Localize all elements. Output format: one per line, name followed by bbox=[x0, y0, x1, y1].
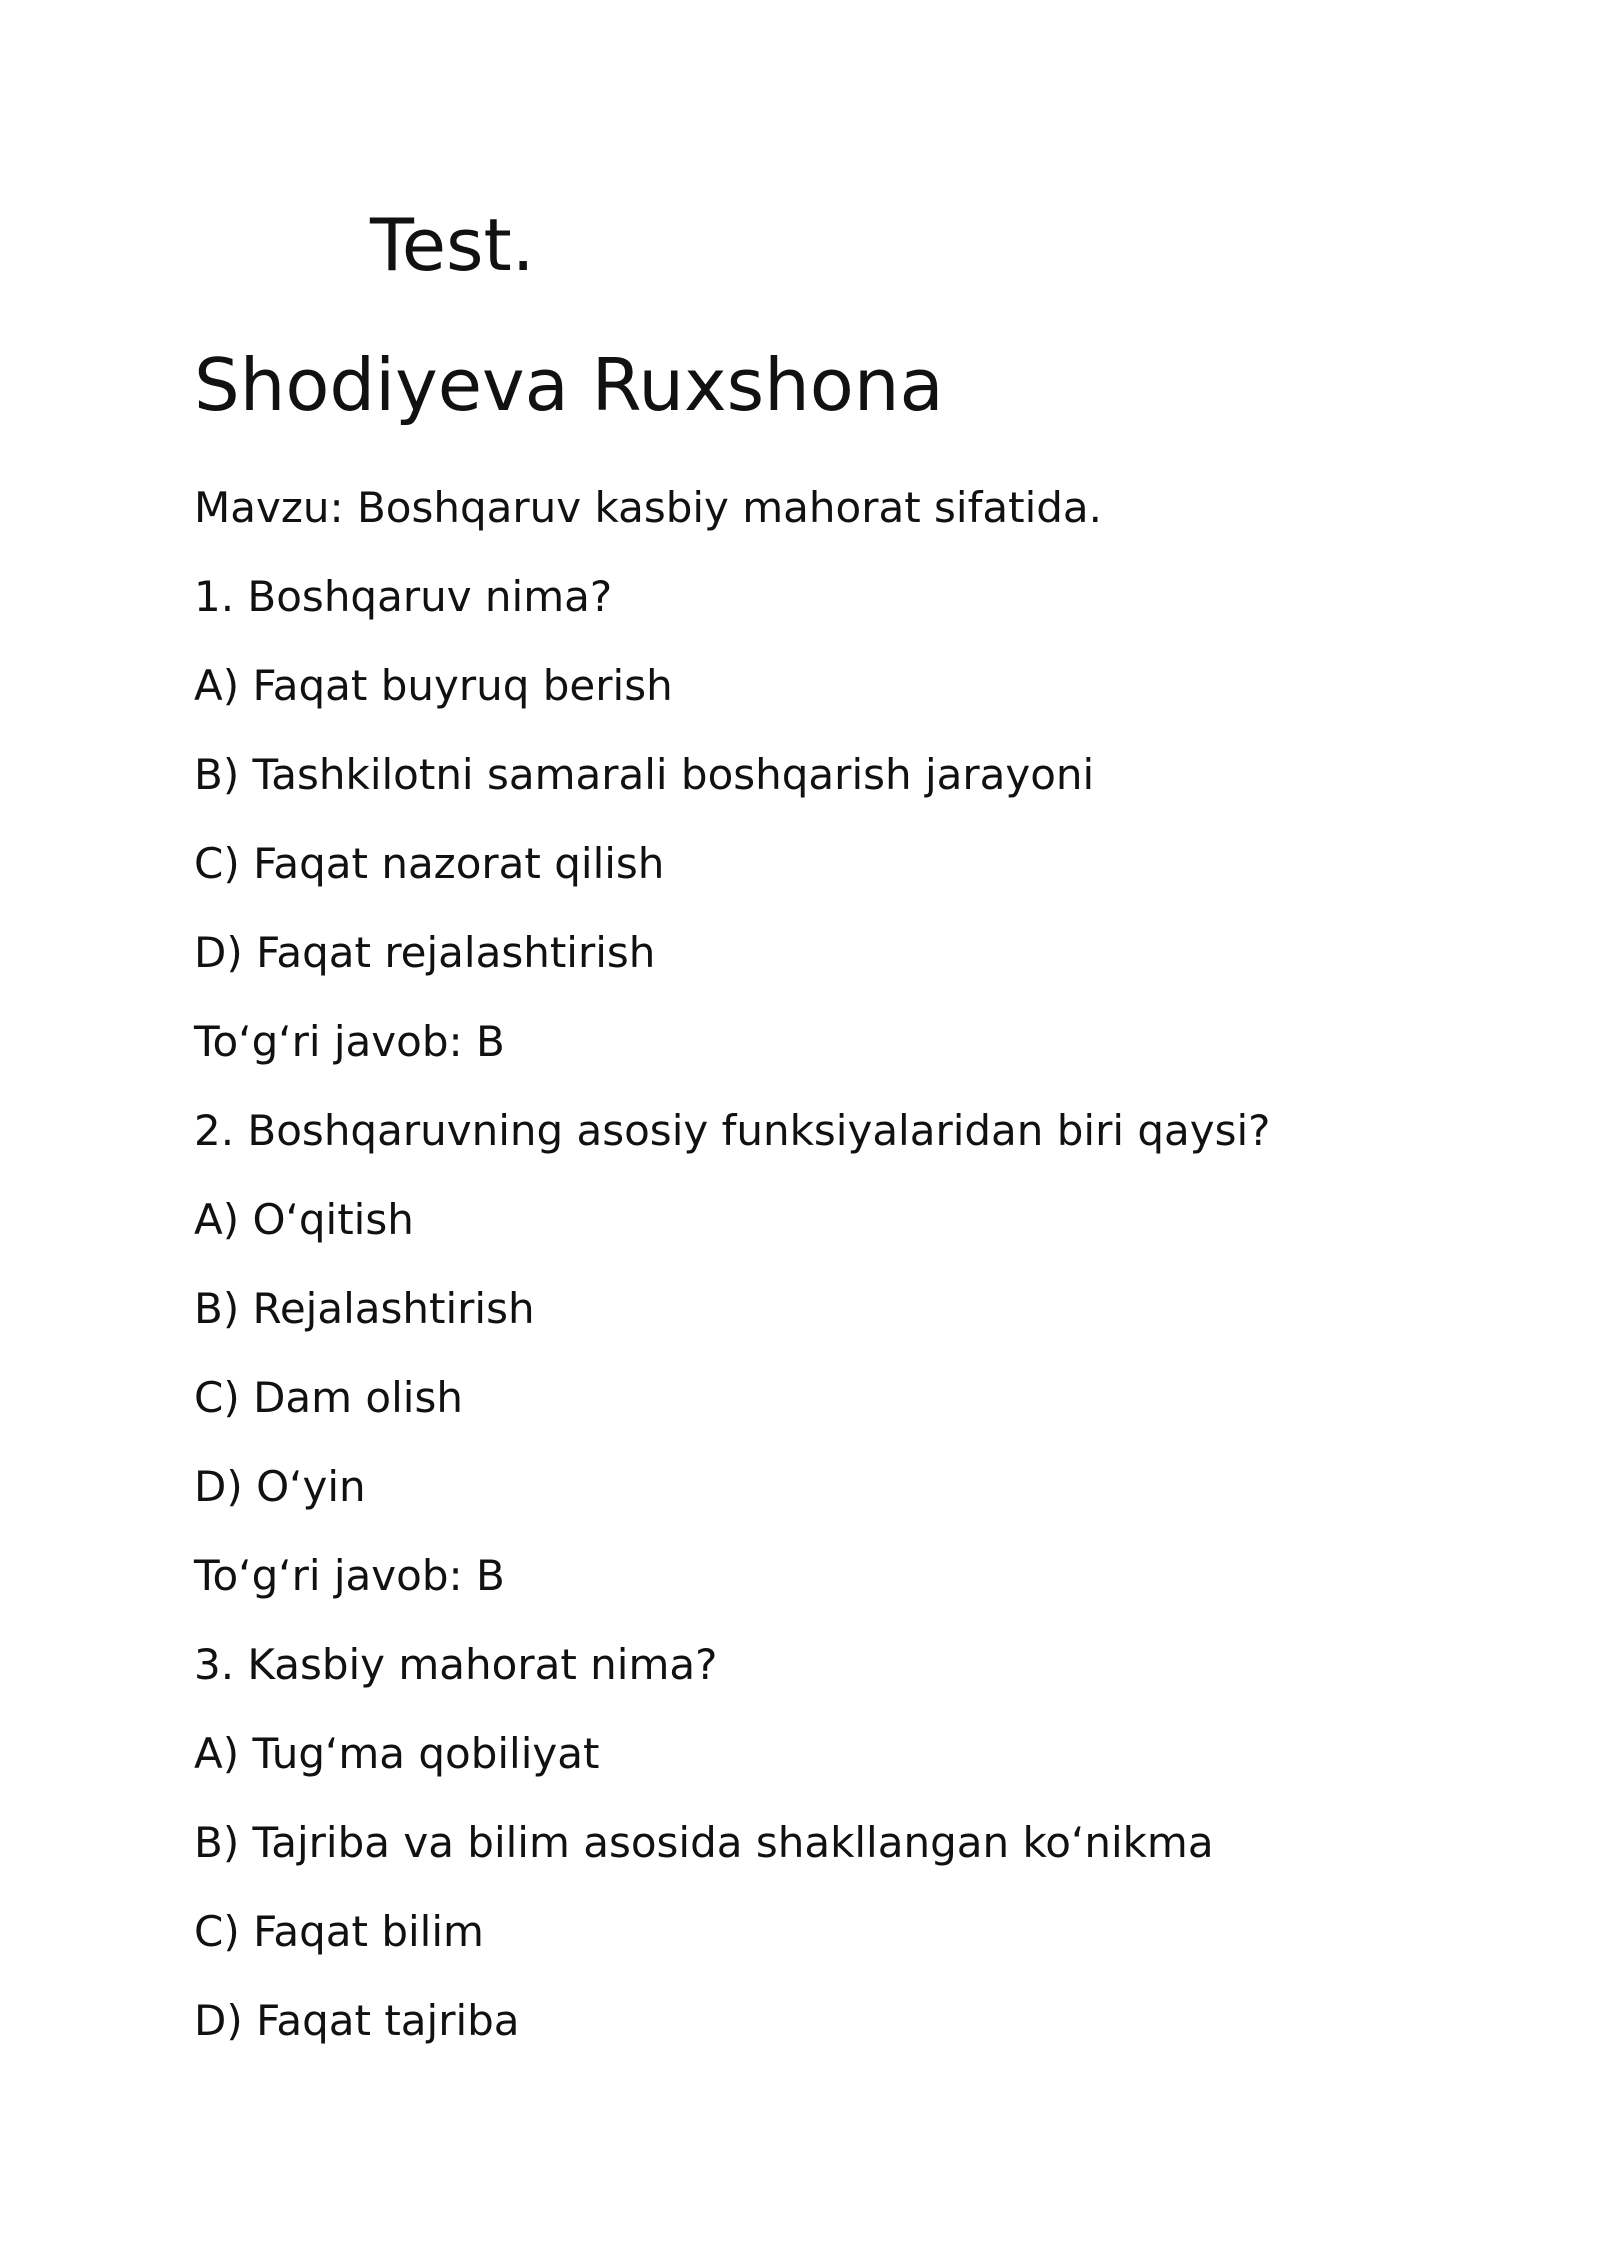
question-2-option-c: C) Dam olish bbox=[194, 1373, 463, 1422]
topic-line: Mavzu: Boshqaruv kasbiy mahorat sifatida. bbox=[194, 483, 1102, 532]
question-3-option-b: B) Tajriba va bilim asosida shakllangan ko‘nikma bbox=[194, 1818, 1214, 1867]
document-body bbox=[194, 478, 1494, 2080]
question-2-answer: To‘g‘ri javob: B bbox=[194, 1551, 505, 1600]
question-1-option-b: B) Tashkilotni samarali boshqarish jarayoni bbox=[194, 750, 1095, 799]
question-1: 1. Boshqaruv nima? bbox=[194, 572, 613, 621]
question-1-option-c: C) Faqat nazorat qilish bbox=[194, 839, 665, 888]
question-1-answer: To‘g‘ri javob: B bbox=[194, 1017, 505, 1066]
question-2: 2. Boshqaruvning asosiy funksiyalaridan biri qaysi? bbox=[194, 1106, 1271, 1155]
author-name: Shodiyeva Ruxshona bbox=[194, 343, 944, 427]
question-2-option-a: A) O‘qitish bbox=[194, 1195, 414, 1244]
question-3-option-a: A) Tug‘ma qobiliyat bbox=[194, 1729, 600, 1778]
question-1-option-d: D) Faqat rejalashtirish bbox=[194, 928, 656, 977]
question-2-option-d: D) O‘yin bbox=[194, 1462, 366, 1511]
question-3: 3. Kasbiy mahorat nima? bbox=[194, 1640, 718, 1689]
question-3-option-c: C) Faqat bilim bbox=[194, 1907, 484, 1956]
question-3-option-d: D) Faqat tajriba bbox=[194, 1996, 520, 2045]
question-1-option-a: A) Faqat buyruq berish bbox=[194, 661, 673, 710]
document-title: Test. bbox=[370, 203, 535, 287]
question-2-option-b: B) Rejalashtirish bbox=[194, 1284, 535, 1333]
